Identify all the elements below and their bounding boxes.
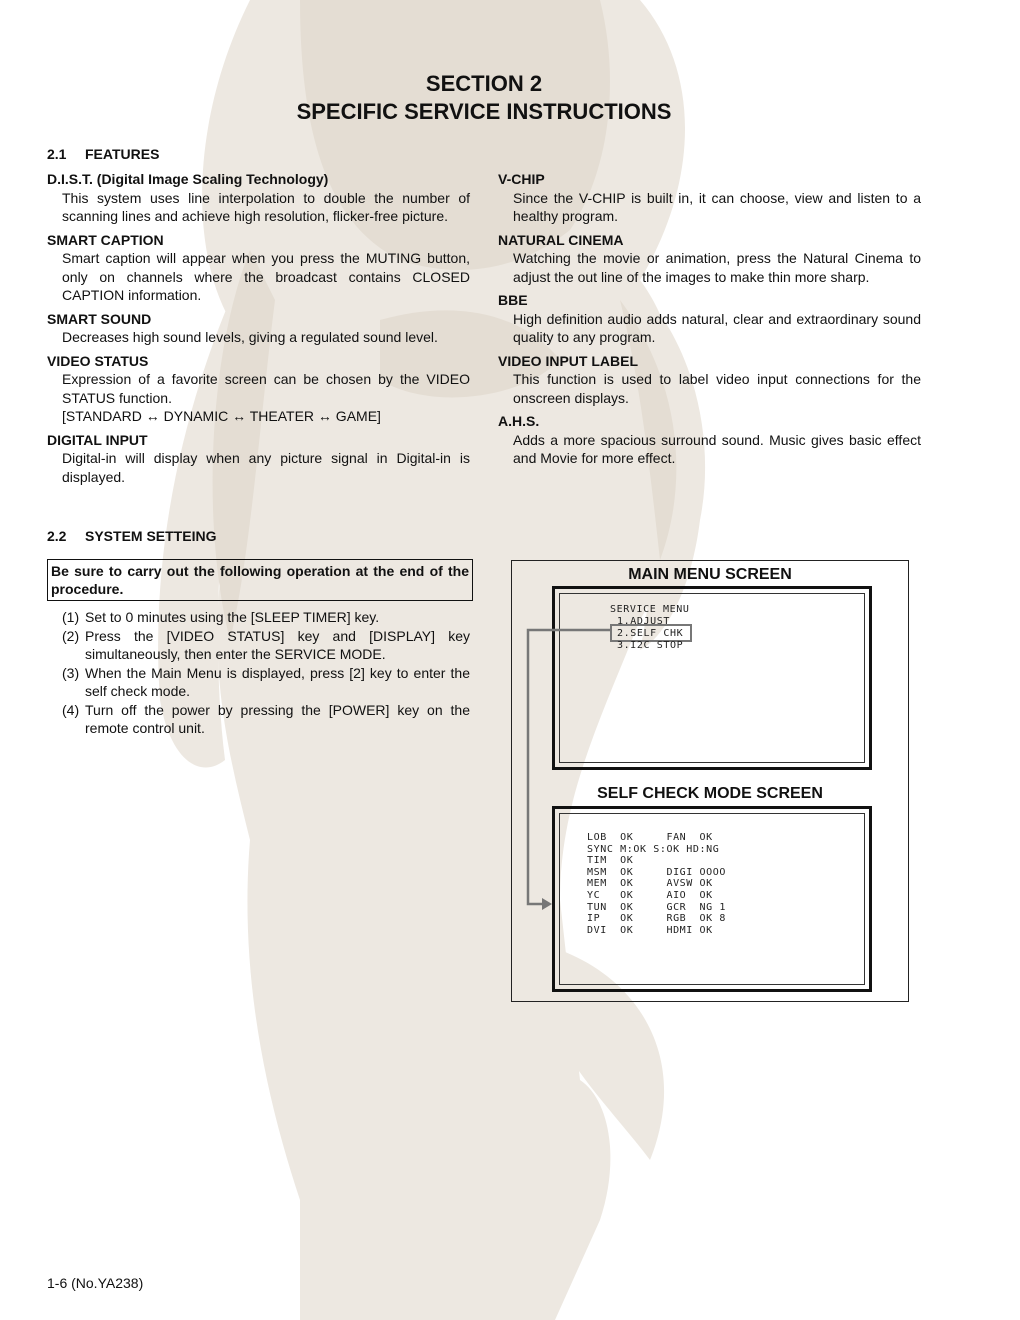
feature-title: DIGITAL INPUT: [47, 431, 148, 448]
feature-title: VIDEO INPUT LABEL: [498, 352, 639, 369]
feature-body: High definition audio adds natural, clear and extraordinary sound quality to any program.: [513, 310, 921, 345]
features-heading: [47, 146, 159, 162]
check-line: IP OK RGB OK 8: [587, 913, 727, 925]
features-left-column: [47, 170, 470, 491]
feature-video-status: [47, 352, 470, 426]
system-number: 2.2: [47, 528, 67, 544]
feature-body: Adds a more spacious surround sound. Music gives basic effect and Movie for more effect.: [513, 431, 921, 466]
feature-body: Smart caption will appear when you press the MUTING button, only on channels where the broadcast contains CLOSED CAPTION information.: [62, 250, 470, 303]
step-text: When the Main Menu is displayed, press [2] key to enter the self check mode.: [85, 664, 470, 700]
video-status-modes: [STANDARD ↔ DYNAMIC ↔ THEATER ↔ GAME]: [62, 408, 381, 424]
features-number: 2.1: [47, 146, 67, 162]
step-text: Set to 0 minutes using the [SLEEP TIMER] key.: [85, 609, 380, 625]
step-number: (2): [62, 627, 80, 644]
feature-title: A.H.S.: [498, 413, 540, 429]
step-number: (1): [62, 609, 80, 625]
feature-title: BBE: [498, 292, 528, 308]
menu-item-self-check: 2.SELF CHK: [617, 628, 684, 639]
feature-dist: [47, 170, 470, 226]
main-menu-screen-title: MAIN MENU SCREEN: [628, 566, 792, 583]
check-line: MEM OK AVSW OK: [587, 878, 713, 890]
feature-title: SMART SOUND: [47, 310, 152, 327]
procedure-step: [62, 664, 470, 701]
check-line: YC OK AIO OK: [587, 890, 713, 901]
menu-item-i2c-stop: 3.I2C STOP: [617, 640, 684, 651]
features-heading-text: FEATURES: [85, 146, 160, 162]
check-line: DVI OK HDMI OK: [587, 924, 713, 936]
feature-smart-sound: [47, 310, 470, 347]
feature-v-chip: [498, 170, 921, 226]
feature-smart-caption: [47, 231, 470, 305]
check-line: SYNC M:OK S:OK HD:NG: [587, 843, 720, 855]
feature-body: Watching the movie or animation, press the Natural Cinema to adjust the out line of the images to make thin more sharp.: [513, 250, 921, 285]
procedure-step: [62, 627, 470, 664]
feature-title: VIDEO STATUS: [47, 352, 149, 369]
section-subtitle: SPECIFIC SERVICE INSTRUCTIONS: [296, 99, 672, 124]
feature-title: D.I.S.T. (Digital Image Scaling Technology): [47, 171, 329, 187]
feature-natural-cinema: [498, 231, 921, 287]
feature-body: Since the V-CHIP is built in, it can choose, view and listen to a healthy program.: [513, 189, 921, 224]
check-line: LOB OK FAN OK: [587, 832, 713, 843]
feature-body: This system uses line interpolation to double the number of scanning lines and achieve high resolution, flicker-free picture.: [62, 189, 470, 224]
system-heading-text: SYSTEM SETTEING: [85, 528, 217, 544]
feature-body: Digital-in will display when any picture signal in Digital-in is displayed.: [62, 450, 470, 485]
features-right-column: [498, 170, 921, 473]
feature-title: SMART CAPTION: [47, 231, 164, 248]
step-number: (4): [62, 701, 80, 718]
feature-body: Decreases high sound levels, giving a regulated sound level.: [62, 329, 438, 345]
section-title: SECTION 2: [425, 71, 543, 96]
page-footer: 1-6 (No.YA238): [47, 1275, 144, 1291]
feature-digital-input: [47, 431, 470, 487]
procedure-notice: Be sure to carry out the following operation at the end of the procedure.: [47, 559, 473, 601]
check-line: TIM OK: [587, 855, 634, 867]
self-check-screen-title: SELF CHECK MODE SCREEN: [597, 785, 823, 802]
procedure-step: [62, 608, 470, 626]
step-text: Press the [VIDEO STATUS] key and [DISPLAY] key simultaneously, then enter the SERVICE MODE.: [85, 627, 470, 663]
feature-title: NATURAL CINEMA: [498, 231, 624, 248]
feature-bbe: [498, 291, 921, 347]
feature-body: This function is used to label video input connections for the onscreen displays.: [513, 371, 921, 406]
feature-title: V-CHIP: [498, 171, 545, 187]
step-number: (3): [62, 664, 80, 681]
feature-video-input-label: [498, 352, 921, 408]
menu-item-adjust: 1.ADJUST: [617, 616, 670, 627]
procedure-step: [62, 701, 470, 738]
service-menu-header: SERVICE MENU: [610, 604, 690, 615]
system-heading: [47, 528, 216, 544]
step-text: Turn off the power by pressing the [POWER] key on the remote control unit.: [85, 701, 470, 737]
feature-body: Expression of a favorite screen can be chosen by the VIDEO STATUS function.: [62, 371, 470, 406]
feature-ahs: [498, 412, 921, 468]
check-line: TUN OK GCR NG 1: [587, 901, 727, 913]
procedure-steps: [62, 608, 470, 738]
connector-arrow: [512, 561, 908, 1001]
service-menu-diagram: [511, 560, 909, 1002]
check-line: MSM OK DIGI OOOO: [587, 866, 727, 878]
